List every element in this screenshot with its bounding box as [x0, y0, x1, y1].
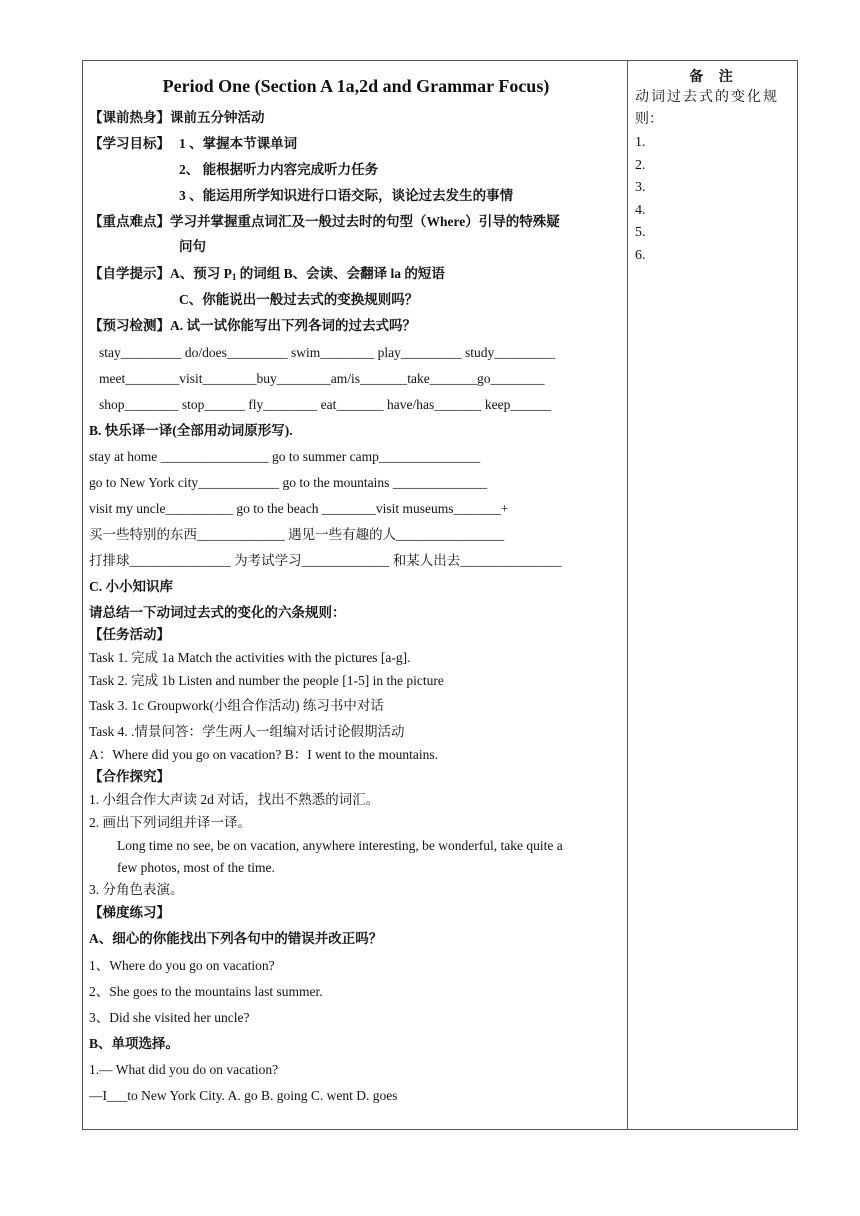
notes-header: 备 注: [689, 70, 739, 85]
notes-line-1: 动词过去式的变化规: [635, 90, 779, 105]
translate-row-5: 打排球_______________ 为考试学习_____________ 和某人出去_______________: [89, 553, 562, 568]
knowledge-heading: C. 小小知识库: [89, 579, 173, 594]
preview-row-2: meet________visit________buy________am/is_______take_______go________: [99, 371, 545, 386]
warmup-line: 【课前热身】课前五分钟活动: [89, 110, 265, 125]
translate-row-1: stay at home ________________ go to summer camp_______________: [89, 449, 481, 464]
notes-item-4: 4.: [635, 203, 646, 218]
goal-2: 2、 能根据听力内容完成听力任务: [179, 162, 379, 177]
practice-b-answer-1: —I___to New York City. A. go B. going C. went D. goes: [89, 1088, 398, 1103]
practice-a-1: 1、Where do you go on vacation?: [89, 958, 275, 973]
notes-item-1: 1.: [635, 135, 646, 150]
knowledge-prompt: 请总结一下动词过去式的变化的六条规则：: [89, 605, 346, 620]
task-2: Task 2. 完成 1b Listen and number the people [1-5] in the picture: [89, 673, 444, 688]
task-dialog: A：Where did you go on vacation? B：I went to the mountains.: [89, 747, 439, 762]
practice-a-2: 2、She goes to the mountains last summer.: [89, 984, 323, 999]
notes-item-3: 3.: [635, 180, 646, 195]
selfstudy-a-subscript: 1: [231, 272, 237, 282]
preview-heading: 【预习检测】A. 试一试你能写出下列各词的过去式吗？: [89, 318, 416, 333]
worksheet-table: [82, 60, 798, 1130]
explore-item-1: 1. 小组合作大声读 2d 对话，找出不熟悉的词汇。: [89, 792, 380, 807]
translate-row-2: go to New York city____________ go to the mountains ______________: [89, 475, 488, 490]
preview-row-3: shop________ stop______ fly________ eat_______ have/has_______ keep______: [99, 397, 551, 412]
explore-item-2: 2. 画出下列词组并译一译。: [89, 815, 251, 830]
goals-label: 【学习目标】: [89, 136, 170, 151]
goal-1: 1 、掌握本节课单词: [179, 136, 298, 151]
explore-item-2-phrases-a: Long time no see, be on vacation, anywhere interesting, be wonderful, take quite a: [117, 838, 563, 853]
translate-row-4: 买一些特别的东西_____________ 遇见一些有趣的人________________: [89, 527, 505, 542]
practice-a-3: 3、Did she visited her uncle?: [89, 1010, 250, 1025]
keypoints-line-1: 【重点难点】学习并掌握重点词汇及一般过去时的句型（Where）引导的特殊疑: [89, 214, 560, 229]
practice-b-heading: B、单项选择。: [89, 1036, 180, 1051]
translate-heading: B. 快乐译一译(全部用动词原形写).: [89, 423, 293, 438]
selfstudy-line-a: [89, 265, 445, 286]
practice-heading: 【梯度练习】: [89, 905, 170, 920]
explore-item-3: 3. 分角色表演。: [89, 882, 184, 897]
selfstudy-label: 【自学提示】: [89, 266, 170, 281]
tasks-heading: 【任务活动】: [89, 627, 170, 642]
selfstudy-a-suffix: 的词组 B、会读、会翻译 la 的短语: [236, 266, 445, 281]
explore-item-2-phrases-b: few photos, most of the time.: [117, 860, 275, 875]
notes-item-5: 5.: [635, 225, 646, 240]
keypoints-line-2: 问句: [179, 239, 206, 254]
page-title: Period One (Section A 1a,2d and Grammar Focus): [162, 76, 550, 96]
notes-line-2: 则：: [635, 112, 663, 127]
task-3: Task 3. 1c Groupwork(小组合作活动) 练习书中对话: [89, 698, 384, 713]
practice-b-question-1: 1.— What did you do on vacation?: [89, 1062, 279, 1077]
notes-item-2: 2.: [635, 158, 646, 173]
task-1: Task 1. 完成 1a Match the activities with the pictures [a-g].: [89, 650, 411, 665]
translate-row-3: visit my uncle__________ go to the beach ________visit museums_______+: [89, 501, 509, 516]
task-4: Task 4. .情景问答：学生两人一组编对话讨论假期活动: [89, 724, 405, 739]
column-divider: [627, 61, 628, 1129]
selfstudy-line-c: C、你能说出一般过去式的变换规则吗？: [179, 292, 419, 307]
preview-row-1: stay_________ do/does_________ swim________ play_________ study_________: [99, 345, 555, 360]
goal-3: 3 、能运用所学知识进行口语交际，谈论过去发生的事情: [179, 188, 514, 203]
practice-a-heading: A、细心的你能找出下列各句中的错误并改正吗？: [89, 931, 383, 946]
selfstudy-a-prefix: A、预习 P: [170, 266, 232, 281]
explore-heading: 【合作探究】: [89, 769, 170, 784]
notes-item-6: 6.: [635, 248, 646, 263]
